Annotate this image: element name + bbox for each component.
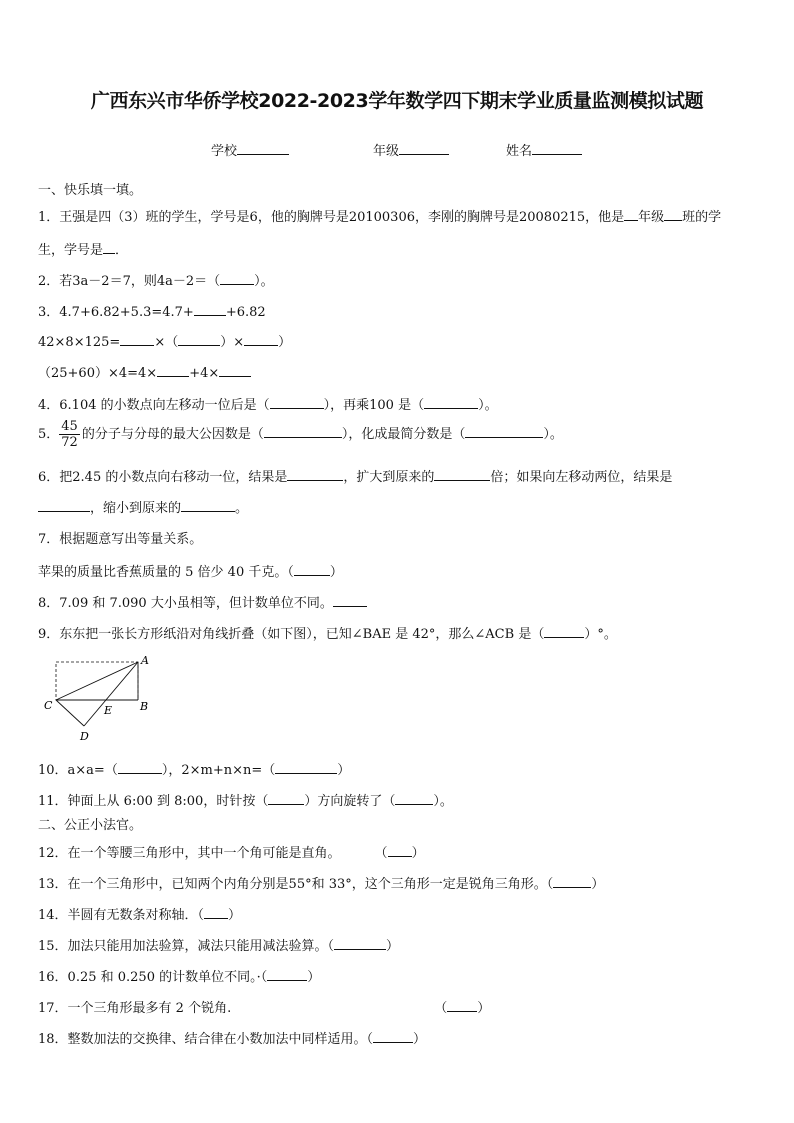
school-label: 学校	[211, 144, 238, 159]
question-3-line-1: 3．4.7+6.82+5.3=4.7+ +6.82	[38, 305, 266, 320]
q6-blank-2[interactable]	[434, 468, 490, 481]
question-3-line-3: （25+60）×4=4× +4×	[38, 364, 251, 382]
question-10: 10．a×a=（ ），2×m+n×n=（ ）	[38, 763, 351, 778]
q6-blank-3[interactable]	[38, 499, 90, 512]
q3-blank-6[interactable]	[219, 364, 251, 377]
label-a: A	[141, 654, 149, 667]
q10-blank-2[interactable]	[275, 761, 337, 774]
school-field	[211, 140, 289, 159]
label-d: D	[80, 730, 89, 743]
name-label: 姓名	[506, 144, 533, 159]
q6-blank-1[interactable]	[287, 468, 343, 481]
fold-line-cd	[56, 700, 84, 726]
question-7-cont: 苹果的质量比香蕉质量的 5 倍少 40 千克。（ ）	[38, 565, 343, 580]
question-9: 9．东东把一张长方形纸沿对角线折叠（如下图），已知∠BAE 是 42°，那么∠ACB 是（ ）°。	[38, 627, 617, 642]
section-1-heading: 一、快乐填一填。	[38, 183, 143, 198]
grade-field	[373, 140, 449, 159]
page-title: 广西东兴市华侨学校2022-2023学年数学四下期末学业质量监测模拟试题	[90, 90, 704, 112]
folded-rectangle-figure	[40, 652, 160, 744]
q11-blank-2[interactable]	[395, 792, 433, 805]
q17-blank[interactable]	[447, 999, 477, 1012]
q2-blank[interactable]	[220, 272, 254, 285]
q8-blank[interactable]	[333, 594, 367, 607]
question-5: 5． $\frac{45}{72}$ 的分子与分母的最大公因数是（ ），化成最简分数是（ ）。	[38, 419, 563, 450]
q4-blank-2[interactable]	[424, 396, 478, 409]
name-blank[interactable]	[532, 142, 582, 155]
question-13: 13．在一个三角形中，已知两个内角分别是55°和 33°，这个三角形一定是锐角三角形。（ ）	[38, 877, 605, 892]
question-15: 15．加法只能用加法验算，减法只能用减法验算。（ ）	[38, 939, 400, 954]
question-16: 16．0.25 和 0.250 的计数单位不同。·（ ）	[38, 970, 321, 985]
q3-blank-2[interactable]	[120, 333, 154, 346]
grade-label: 年级	[373, 144, 400, 159]
q3-blank-4[interactable]	[244, 333, 278, 346]
label-c: C	[44, 699, 53, 712]
question-6-cont: ，缩小到原来的 。	[38, 499, 248, 517]
q13-blank[interactable]	[553, 875, 591, 888]
diagonal-line-ca	[56, 662, 138, 700]
question-6: 6．把2.45 的小数点向右移动一位，结果是 ，扩大到原来的 倍；如果向左移动两位，结果是	[38, 470, 673, 485]
q12-blank[interactable]	[388, 844, 412, 857]
q9-blank[interactable]	[544, 625, 584, 638]
q18-blank[interactable]	[373, 1030, 413, 1043]
question-14: 14．半圆有无数条对称轴．（ ）	[38, 908, 242, 923]
q16-blank[interactable]	[267, 968, 307, 981]
q1-blank-1[interactable]	[624, 208, 638, 221]
school-blank[interactable]	[237, 142, 289, 155]
question-3-line-2: 42×8×125= ×（ ）× ）	[38, 335, 292, 350]
q3-blank-1[interactable]	[194, 303, 226, 316]
label-b: B	[140, 700, 149, 713]
q5-fraction: $\frac{45}{72}$	[61, 419, 78, 450]
q3-blank-5[interactable]	[157, 364, 189, 377]
name-field	[506, 140, 582, 159]
question-12: 12．在一个等腰三角形中，其中一个角可能是直角。 （ ）	[38, 846, 425, 861]
q11-blank-1[interactable]	[268, 792, 304, 805]
q4-blank-1[interactable]	[270, 396, 324, 409]
q1-blank-2[interactable]	[664, 208, 682, 221]
question-7: 7．根据题意写出等量关系。	[38, 532, 203, 547]
q6-blank-4[interactable]	[181, 499, 235, 512]
q10-blank-1[interactable]	[118, 761, 162, 774]
question-2: 2．若3a－2＝7，则4a－2＝（ ）。	[38, 274, 274, 289]
question-17: 17．一个三角形最多有 2 个锐角. （ ）	[38, 1001, 491, 1016]
label-e: E	[104, 704, 113, 717]
question-1-cont: 生，学号是 ．	[38, 243, 129, 258]
q1-blank-3[interactable]	[103, 241, 115, 254]
q3-blank-3[interactable]	[178, 333, 220, 346]
question-8: 8．7.09 和 7.090 大小虽相等，但计数单位不同。	[38, 594, 367, 612]
grade-blank[interactable]	[399, 142, 449, 155]
q7-blank[interactable]	[294, 563, 330, 576]
q5-blank-2[interactable]	[465, 425, 543, 438]
question-11: 11．钟面上从 6:00 到 8:00，时针按（ ）方向旋转了（ ）。	[38, 794, 453, 809]
question-4: 4．6.104 的小数点向左移动一位后是（ ），再乘100 是（ ）。	[38, 398, 498, 413]
question-18: 18．整数加法的交换律、结合律在小数加法中同样适用。（ ）	[38, 1032, 427, 1047]
section-2-heading: 二、公正小法官。	[38, 818, 143, 833]
q5-blank-1[interactable]	[264, 425, 342, 438]
q14-blank[interactable]	[204, 906, 228, 919]
q15-blank[interactable]	[334, 937, 386, 950]
question-1: 1．王强是四（3）班的学生，学号是6，他的胸牌号是20100306，李刚的胸牌号是20080215，他是 年级 班的学	[38, 210, 722, 225]
